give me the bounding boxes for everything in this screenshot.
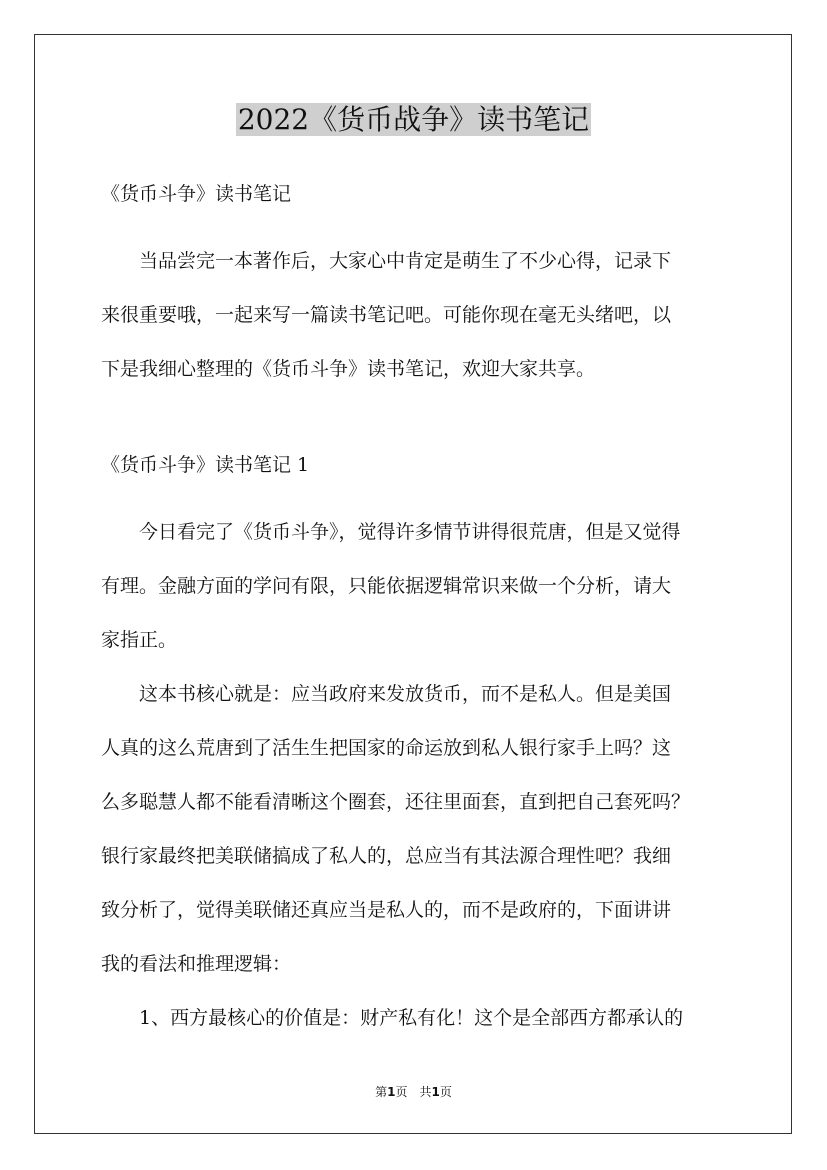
- section-heading-1: 《货币斗争》读书笔记 1: [101, 454, 310, 476]
- paragraph2-line-6: 我的看法和推理逻辑：: [101, 953, 292, 975]
- paragraph2-line-4: 银行家最终把美联储搞成了私人的，总应当有其法源合理性吧？我细: [101, 845, 672, 867]
- paragraph1-line-3: 家指正。: [101, 629, 178, 651]
- intro-paragraph: [101, 234, 741, 396]
- paragraph2-line-2: 人真的这么荒唐到了活生生把国家的命运放到私人银行家手上吗？这: [101, 737, 672, 759]
- paragraph1-line-1: 今日看完了《货币斗争》，觉得许多情节讲得很荒唐，但是又觉得: [101, 521, 681, 543]
- document-title: [0, 98, 827, 142]
- footer-mid: 页 共: [395, 1085, 432, 1099]
- section1-paragraph-3: [101, 991, 741, 1045]
- subtitle: 《货币斗争》读书笔记: [101, 183, 292, 205]
- paragraph1-line-2: 有理。金融方面的学问有限，只能依据逻辑常识来做一个分析，请大: [101, 575, 672, 597]
- paragraph2-line-5: 致分析了，觉得美联储还真应当是私人的，而不是政府的，下面讲讲: [101, 899, 672, 921]
- page-footer: [0, 1084, 827, 1100]
- section1-paragraph-1: [101, 505, 741, 667]
- intro-line-1: 当品尝完一本著作后，大家心中肯定是萌生了不少心得，记录下: [101, 250, 672, 272]
- footer-total-pages: 1: [431, 1085, 440, 1099]
- section1-paragraph-2: [101, 667, 741, 991]
- footer-suffix: 页: [439, 1085, 452, 1099]
- intro-line-3: 下是我细心整理的《货币斗争》读书笔记，欢迎大家共享。: [101, 358, 596, 380]
- footer-page-number: 1: [387, 1085, 396, 1099]
- footer-prefix: 第: [375, 1085, 388, 1099]
- paragraph2-line-3: 么多聪慧人都不能看清晰这个圈套，还往里面套，直到把自己套死吗？: [101, 791, 691, 813]
- intro-line-2: 来很重要哦，一起来写一篇读书笔记吧。可能你现在毫无头绪吧，以: [101, 304, 672, 326]
- document-title-text: 2022《货币战争》读书笔记: [237, 103, 590, 136]
- paragraph2-line-1: 这本书核心就是：应当政府来发放货币，而不是私人。但是美国: [101, 683, 672, 705]
- paragraph3-line-1: 1、西方最核心的价值是：财产私有化！这个是全部西方都承认的: [101, 1007, 684, 1029]
